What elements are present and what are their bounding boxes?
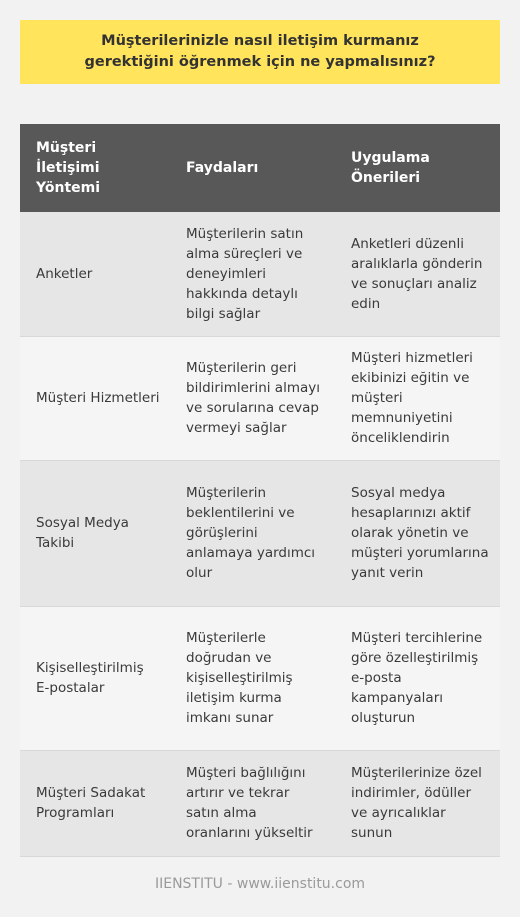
table-row <box>20 606 500 750</box>
table-cell-recommendations: Müşteri hizmetleri ekibinizi eğitin ve müşteri memnuniyetini önceliklendirin <box>335 336 500 460</box>
table-cell-method: Sosyal Medya Takibi <box>20 460 170 606</box>
page-title: Müşterilerinizle nasıl iletişim kurmanız gerektiğini öğrenmek için ne yapmalısınız? <box>84 33 436 70</box>
column-header-method: Müşteri İletişimi Yöntemi <box>20 124 170 212</box>
table-cell-method: Müşteri Sadakat Programları <box>20 750 170 856</box>
title-banner <box>20 20 500 84</box>
column-header-recommendations: Uygulama Önerileri <box>335 124 500 212</box>
table-row <box>20 460 500 606</box>
table-cell-benefits: Müşterilerin beklentilerini ve görüşlerini anlamaya yardımcı olur <box>170 460 335 606</box>
table-cell-benefits: Müşterilerin geri bildirimlerini almayı ve sorularına cevap vermeyi sağlar <box>170 336 335 460</box>
table-cell-method: Müşteri Hizmetleri <box>20 336 170 460</box>
table-header-row <box>20 124 500 212</box>
info-table <box>20 124 500 857</box>
table-cell-method: Anketler <box>20 212 170 336</box>
footer-credit: IIENSTITU - www.iienstitu.com <box>154 876 366 892</box>
table-cell-benefits: Müşteri bağlılığını artırır ve tekrar satın alma oranlarını yükseltir <box>170 750 335 856</box>
table-cell-method: Kişiselleştirilmiş E-postalar <box>20 606 170 750</box>
table-cell-recommendations: Anketleri düzenli aralıklarla gönderin ve sonuçları analiz edin <box>335 212 500 336</box>
table-row <box>20 750 500 856</box>
table-row <box>20 212 500 336</box>
table-cell-recommendations: Müşteri tercihlerine göre özelleştirilmiş e-posta kampanyaları oluşturun <box>335 606 500 750</box>
table-cell-benefits: Müşterilerin satın alma süreçleri ve deneyimleri hakkında detaylı bilgi sağlar <box>170 212 335 336</box>
column-header-benefits: Faydaları <box>170 124 335 212</box>
table-cell-benefits: Müşterilerle doğrudan ve kişiselleştirilmiş iletişim kurma imkanı sunar <box>170 606 335 750</box>
table-cell-recommendations: Müşterilerinize özel indirimler, ödüller ve ayrıcalıklar sunun <box>335 750 500 856</box>
table-row <box>20 336 500 460</box>
table-cell-recommendations: Sosyal medya hesaplarınızı aktif olarak yönetin ve müşteri yorumlarına yanıt verin <box>335 460 500 606</box>
